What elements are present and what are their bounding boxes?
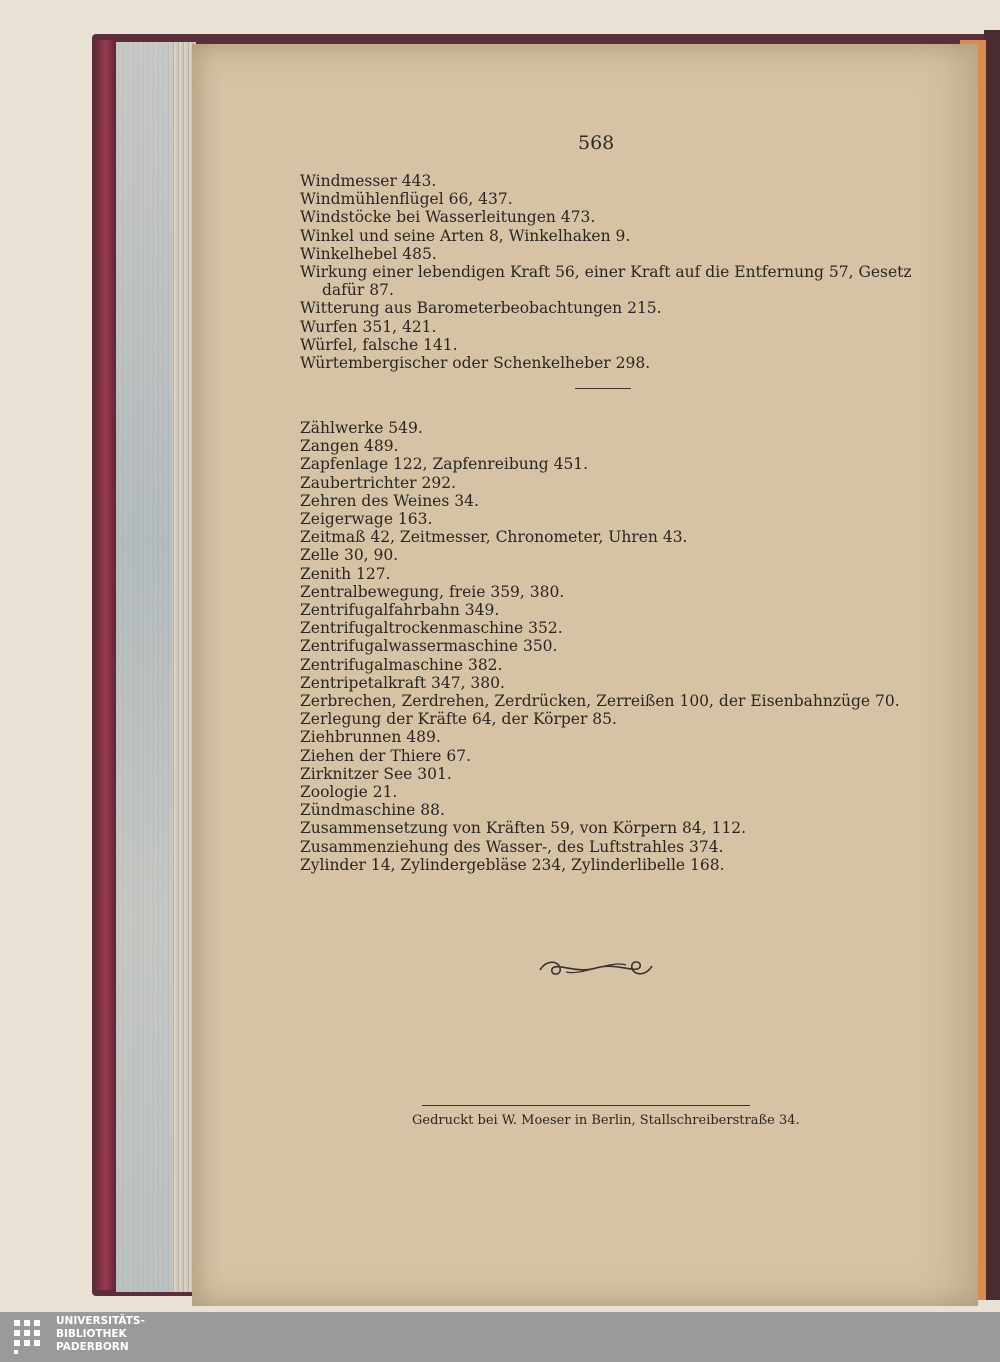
index-entry: Würfel, falsche 141. [300,335,458,354]
section-divider [575,388,631,389]
index-entry: Zerbrechen, Zerdrehen, Zerdrücken, Zerreißen 100, der Eisenbahnzüge 70. [300,692,900,711]
index-entry: Zusammensetzung von Kräften 59, von Körpern 84, 112. [300,819,747,838]
index-entry: Zentrifugalmaschine 382. [300,655,503,674]
index-entries-w [300,172,920,372]
index-entry: Zündmaschine 88. [300,801,445,820]
ornament-flourish [536,956,656,980]
index-entry: Windmühlenflügel 66, 437. [300,190,513,209]
cover-spine-strip [96,40,116,1290]
index-entry: Wirkung einer lebendigen Kraft 56, einer Kraft auf die Entfernung 57, Gesetz [300,263,912,282]
index-entry: Windstöcke bei Wasserleitungen 473. [300,208,596,227]
index-entry: Zeitmaß 42, Zeitmesser, Chronometer, Uhren 43. [300,528,688,547]
index-entry: Zenith 127. [300,564,391,583]
index-entry: Wurfen 351, 421. [300,317,437,336]
index-entry-continuation: dafür 87. [322,281,394,300]
index-entry: Zentrifugalfahrbahn 349. [300,601,500,620]
library-footer-bar [0,1312,1000,1362]
marbled-edge [116,42,172,1292]
index-entry: Zusammenziehung des Wasser-, des Luftstrahles 374. [300,837,724,856]
index-entry: Zapfenlage 122, Zapfenreibung 451. [300,455,589,474]
index-entry: Zentrifugalwassermaschine 350. [300,637,558,656]
index-entry: Zentripetalkraft 347, 380. [300,673,505,692]
index-entry: Zangen 489. [300,437,399,456]
index-entry: Zeigerwage 163. [300,510,433,529]
index-entry: Zerlegung der Kräfte 64, der Körper 85. [300,710,617,729]
page-number: 568 [578,132,615,154]
index-entries-z [300,419,920,874]
library-name-line: UNIVERSITÄTS- [56,1315,145,1327]
index-entry: Winkelhebel 485. [300,244,437,263]
library-name-line: PADERBORN [56,1341,129,1353]
index-entry: Zoologie 21. [300,783,398,802]
library-name-line: BIBLIOTHEK [56,1328,127,1340]
index-entry: Zehren des Weines 34. [300,491,479,510]
index-entry: Windmesser 443. [300,172,437,190]
index-entry: Winkel und seine Arten 8, Winkelhaken 9. [300,226,631,245]
index-entry: Zelle 30, 90. [300,546,399,565]
index-entry: Witterung aus Barometerbeobachtungen 215. [300,299,662,318]
index-entry: Ziehbrunnen 489. [300,728,441,747]
imprint-rule [422,1105,750,1106]
library-logo-icon [12,1318,44,1356]
index-entry: Zählwerke 549. [300,419,423,437]
index-entry: Zylinder 14, Zylindergebläse 234, Zylinderlibelle 168. [300,855,725,874]
library-name [56,1315,145,1354]
index-entry: Zentralbewegung, freie 359, 380. [300,582,565,601]
index-entry: Zentrifugaltrockenmaschine 352. [300,619,563,638]
index-entry: Ziehen der Thiere 67. [300,746,472,765]
cover-right-edge [984,30,1000,1300]
index-entry: Zirknitzer See 301. [300,764,452,783]
index-entry: Zaubertrichter 292. [300,473,457,492]
printer-imprint: Gedruckt bei W. Moeser in Berlin, Stallschreiberstraße 34. [412,1113,800,1128]
index-entry: Würtembergischer oder Schenkelheber 298. [300,354,651,373]
